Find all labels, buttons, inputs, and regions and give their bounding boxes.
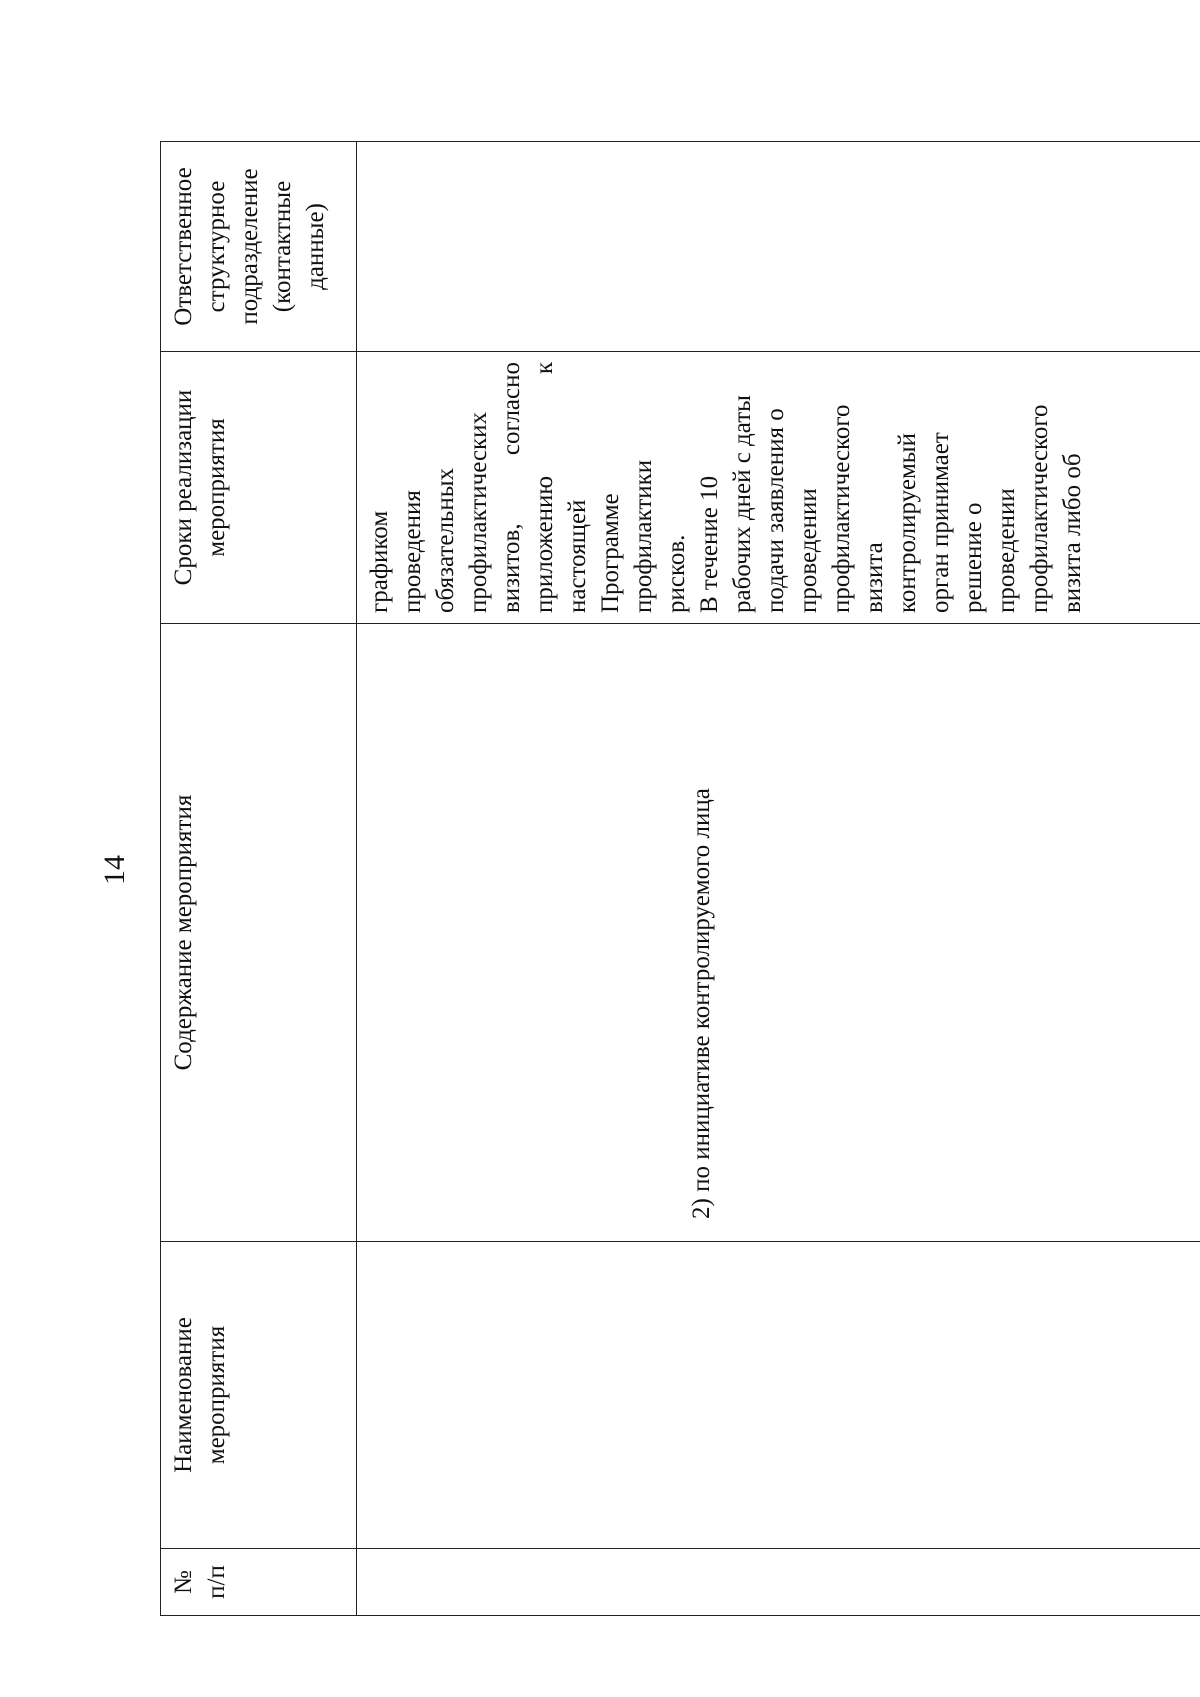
terms-line: проведении <box>993 488 1020 613</box>
cell-responsible <box>357 142 1200 352</box>
terms-line: рисков. <box>663 534 690 613</box>
header-responsible-line: данные) <box>302 203 329 290</box>
table-row <box>357 142 1200 1616</box>
table-header-row <box>161 142 357 1616</box>
terms-line: обязательных <box>432 468 459 613</box>
terms-line: профилактических <box>465 411 492 613</box>
cell-terms <box>357 352 1200 624</box>
terms-line: подачи заявления о <box>762 408 789 613</box>
header-name-line: Наименование <box>170 1317 197 1473</box>
terms-line: орган принимает <box>927 432 954 613</box>
header-terms <box>161 352 357 624</box>
terms-line: рабочих дней с даты <box>729 395 756 613</box>
terms-line: профилактического <box>1026 404 1053 613</box>
terms-line: профилактики <box>630 459 657 613</box>
terms-word: приложению <box>531 475 558 613</box>
header-num-line: № <box>170 1570 197 1594</box>
header-responsible-line: (контактные <box>269 180 296 313</box>
terms-word: к <box>531 362 558 375</box>
header-terms-line: Сроки реализации <box>170 389 197 586</box>
header-content-line: Содержание мероприятия <box>170 794 197 1071</box>
header-responsible-line: подразделение <box>236 168 263 325</box>
terms-line: В течение 10 <box>696 475 723 613</box>
terms-line-justified <box>495 362 528 613</box>
terms-line: Программе <box>597 493 624 613</box>
terms-line: профилактического <box>828 404 855 613</box>
terms-line: проведения <box>399 490 426 613</box>
header-name-line: мероприятия <box>203 1325 230 1465</box>
header-responsible <box>161 142 357 352</box>
header-content <box>161 624 357 1242</box>
header-terms-line: мероприятия <box>203 418 230 557</box>
cell-name <box>357 1242 1200 1549</box>
terms-line-justified <box>528 362 561 613</box>
terms-word: согласно <box>498 362 525 456</box>
terms-line: визита либо об <box>1059 453 1086 613</box>
terms-line: контролируемый <box>894 433 921 613</box>
header-responsible-line: Ответственное <box>170 167 197 326</box>
cell-num <box>357 1549 1200 1616</box>
table-frame <box>160 142 1086 1616</box>
header-name <box>161 1242 357 1549</box>
terms-line: проведении <box>795 488 822 613</box>
cell-content: 2) по инициативе контролируемого лица <box>357 624 1200 1242</box>
page-number: 14 <box>98 855 131 885</box>
terms-line: графиком <box>366 510 393 613</box>
header-responsible-line: структурное <box>203 180 230 313</box>
terms-word: визитов, <box>498 523 525 613</box>
measures-table <box>160 141 1200 1616</box>
terms-line: решение о <box>960 502 987 613</box>
terms-line: визита <box>861 542 888 613</box>
header-num-line: п/п <box>203 1565 230 1599</box>
header-num <box>161 1549 357 1616</box>
terms-line: настоящей <box>564 499 591 613</box>
